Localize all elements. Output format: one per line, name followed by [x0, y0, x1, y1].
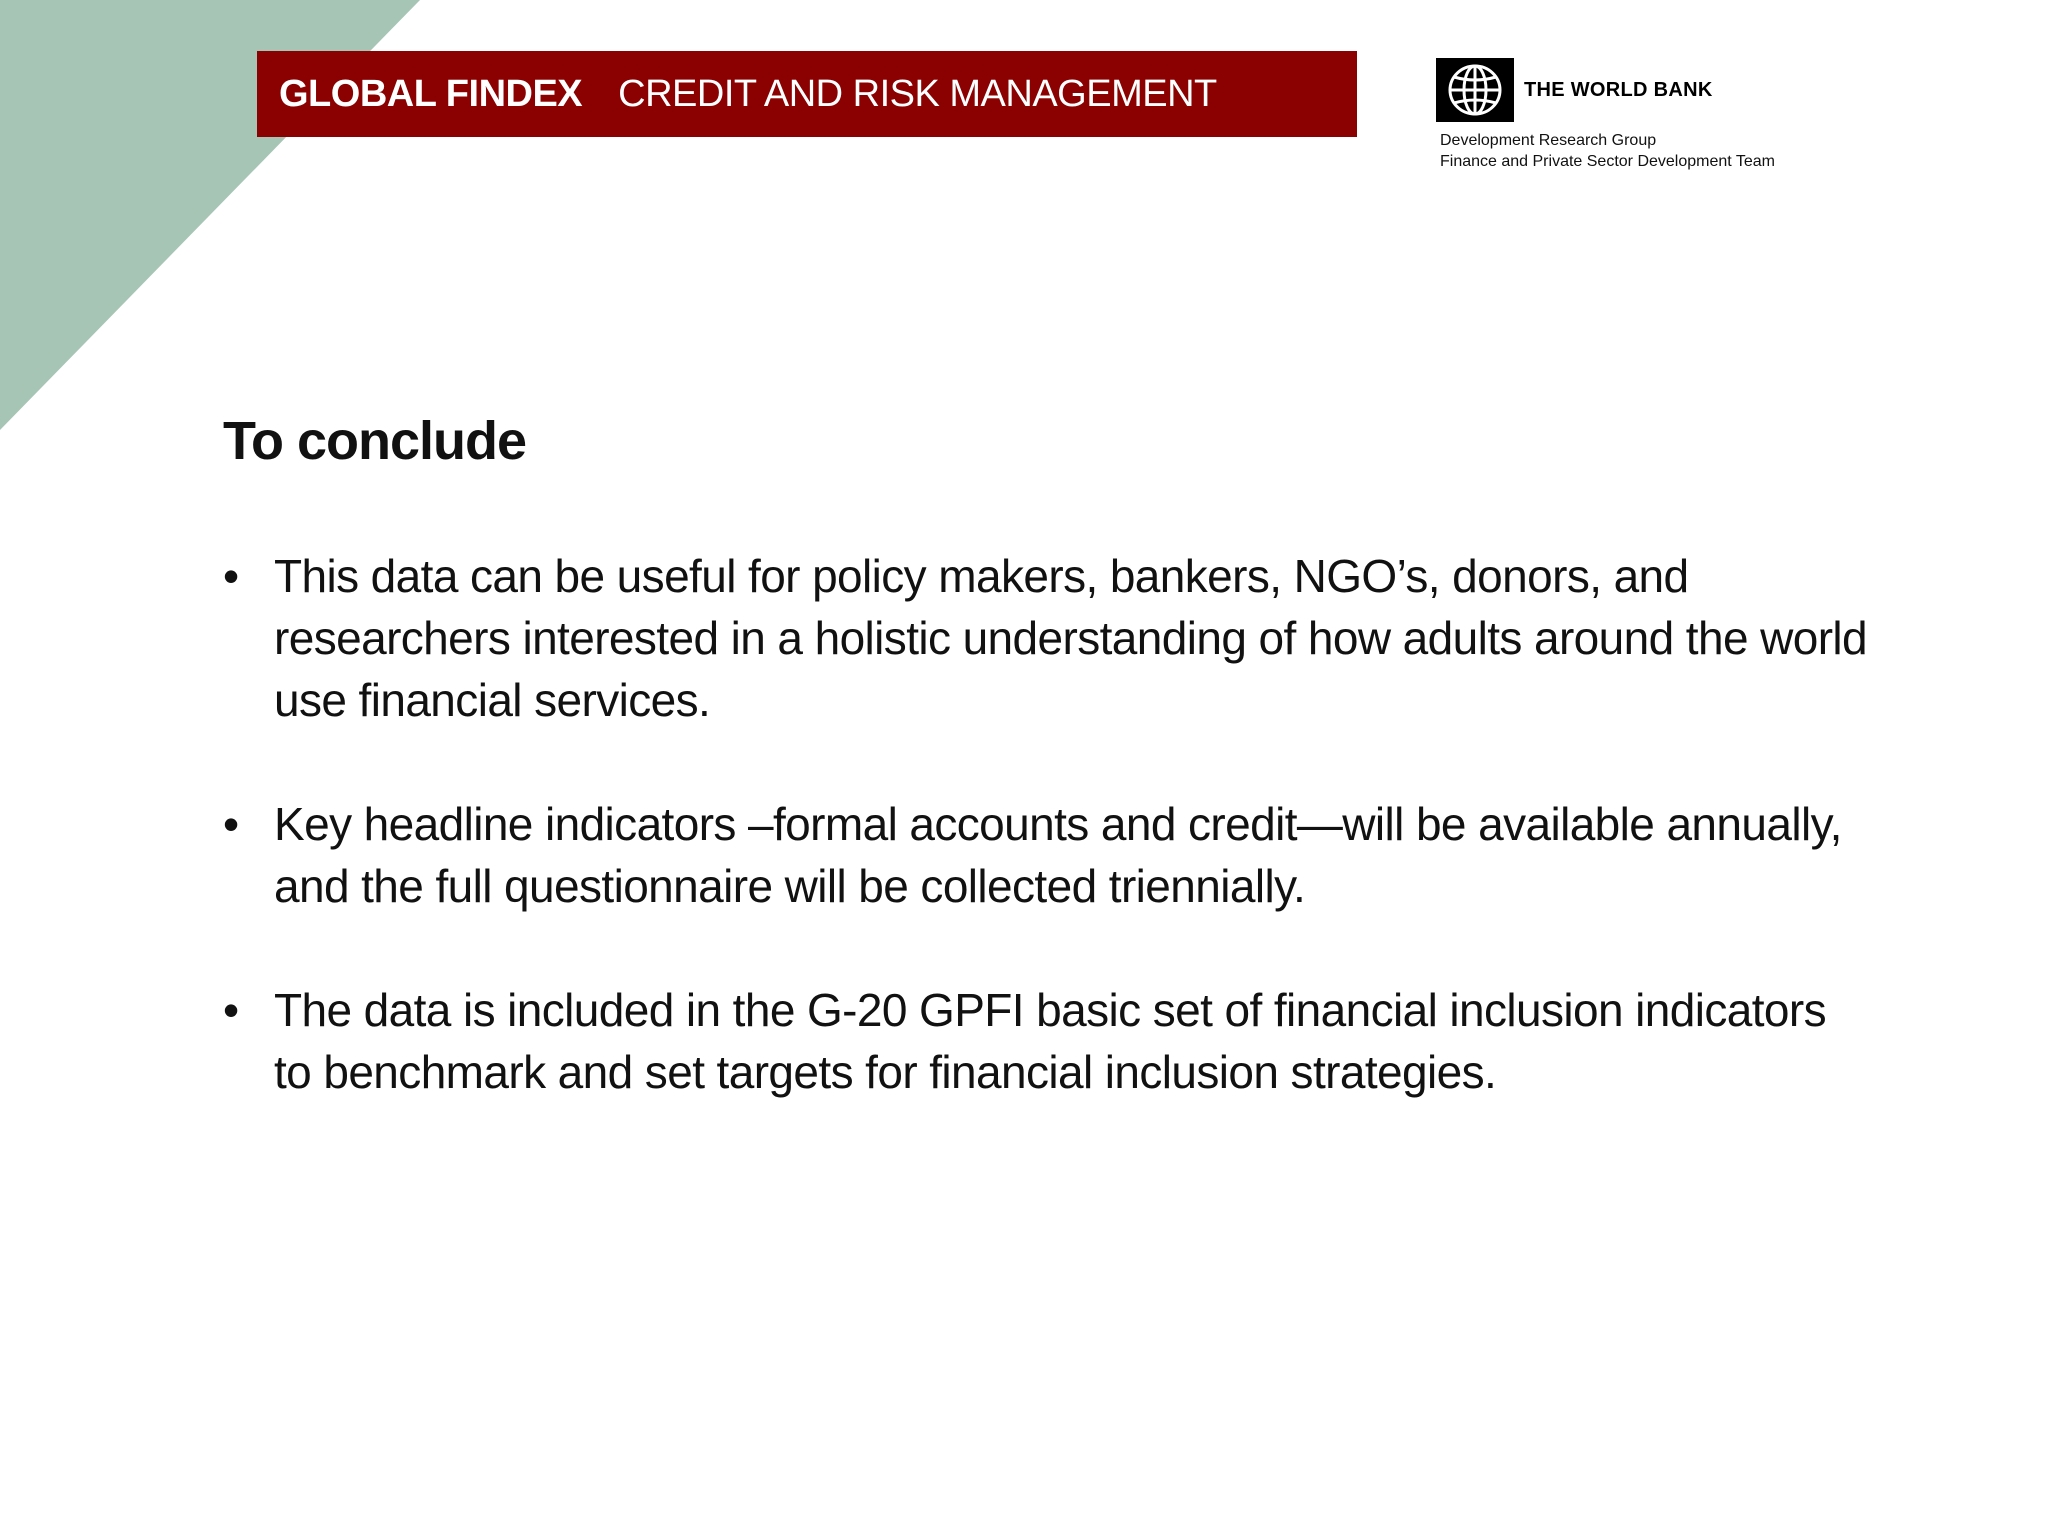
logo-line-1: Development Research Group [1440, 132, 1657, 149]
bullet-marker: • [223, 798, 239, 850]
header-subtitle: CREDIT AND RISK MANAGEMENT [618, 72, 1217, 115]
bullet-item [223, 545, 1873, 731]
logo-name: THE WORLD BANK [1524, 78, 1713, 101]
bullet-marker: • [223, 984, 239, 1036]
world-bank-logo [1436, 58, 1856, 178]
bullet-text: Key headline indicators –formal accounts and credit—will be available annually, and the full questionnaire will be collected triennially. [274, 798, 1842, 912]
header-brand: GLOBAL FINDEX [279, 72, 583, 115]
bullet-text: The data is included in the G-20 GPFI basic set of financial inclusion indicators to benchmark and set targets for financial inclusion strategies. [274, 984, 1827, 1098]
bullet-list [223, 545, 1873, 1103]
bullet-item [223, 979, 1873, 1103]
logo-row [1436, 58, 1856, 122]
logo-tagline [1436, 130, 1856, 172]
header-bar [257, 51, 1357, 137]
globe-icon [1436, 58, 1514, 122]
logo-line-2: Finance and Private Sector Development Team [1440, 153, 1775, 170]
bullet-item [223, 793, 1873, 917]
slide-title: To conclude [223, 411, 527, 471]
bullet-text: This data can be useful for policy makers, bankers, NGO’s, donors, and researchers interested in a holistic understanding of how adults around the world use financial services. [274, 550, 1868, 726]
bullet-marker: • [223, 550, 239, 602]
